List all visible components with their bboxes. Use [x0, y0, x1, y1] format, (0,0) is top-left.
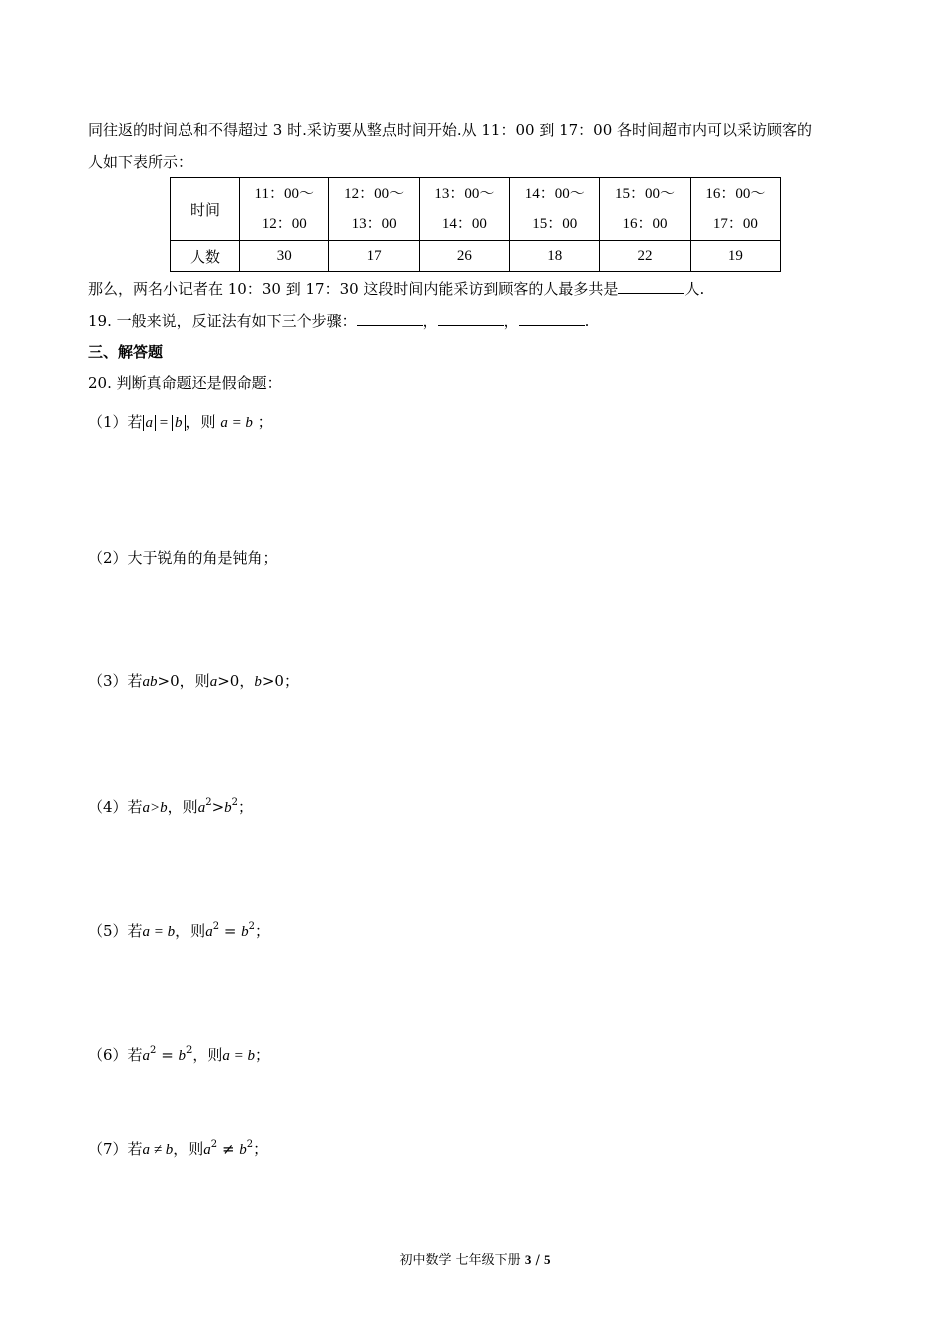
- end-punct: ；: [283, 672, 299, 690]
- end-punct: ；: [255, 1046, 271, 1064]
- footer-page-number: 3: [524, 1252, 532, 1267]
- var-a: a: [142, 1048, 151, 1064]
- q19-text: 19. 一般来说，反证法有如下三个步骤：: [88, 312, 357, 330]
- part-label: （6）若: [88, 1046, 143, 1064]
- table-header-count: 人数: [171, 241, 240, 272]
- q19: [88, 311, 589, 331]
- not-equal-sign: ≠: [217, 1140, 240, 1158]
- q18-text: 那么，两名小记者在 10：30 到 17：30 这段时间内能采访到顾客的人最多共是: [88, 280, 619, 298]
- part-label: （1）若: [88, 413, 143, 431]
- end-punct: ；: [257, 413, 273, 431]
- table-cell-time: [600, 178, 690, 241]
- comma: ，: [239, 672, 255, 690]
- time-end: 17：00: [712, 216, 758, 232]
- part-label: （4）若: [88, 798, 143, 816]
- table-cell-time: [690, 178, 780, 241]
- end-punct: ；: [253, 1140, 269, 1158]
- abs-a: a: [143, 415, 157, 431]
- then-text: ，则: [173, 1140, 204, 1158]
- time-end: 16：00: [622, 216, 668, 232]
- gt-zero: >0: [157, 672, 180, 690]
- expr-ab: ab: [142, 674, 158, 690]
- answer-blank[interactable]: [618, 279, 684, 294]
- then-text: ，则: [175, 922, 206, 940]
- exponent: 2: [246, 1139, 254, 1150]
- part-label: （5）若: [88, 922, 143, 940]
- equals-sign: =: [219, 922, 242, 940]
- answer-blank-3[interactable]: [519, 311, 585, 326]
- q20-part-5: [88, 921, 270, 942]
- table-cell-count: 30: [240, 241, 329, 272]
- table-cell-time: [329, 178, 419, 241]
- table-cell-count: 18: [510, 241, 600, 272]
- time-start: 13：00～: [434, 186, 495, 202]
- q20-part-3: [88, 671, 299, 692]
- time-end: 12：00: [261, 216, 307, 232]
- end-punct: ；: [255, 922, 271, 940]
- time-start: 14：00～: [524, 186, 585, 202]
- var-b: b: [241, 924, 249, 940]
- condition-expr: a = b: [142, 924, 176, 940]
- conclusion-expr: a = b: [220, 415, 253, 431]
- var-a: a: [197, 800, 206, 816]
- time-end: 14：00: [441, 216, 487, 232]
- time-start: 16：00～: [705, 186, 766, 202]
- var-a: a: [203, 1142, 211, 1158]
- table-cell-count: 22: [600, 241, 690, 272]
- table-cell-count: 19: [690, 241, 780, 272]
- gt-sign: >: [211, 798, 225, 816]
- time-start: 11：00～: [254, 186, 314, 202]
- then-text: ，则: [192, 1046, 223, 1064]
- time-end: 15：00: [532, 216, 578, 232]
- table-row-count: [171, 241, 781, 272]
- var-b: b: [178, 1048, 187, 1064]
- exponent: 2: [150, 1045, 157, 1056]
- table-cell-time: [510, 178, 600, 241]
- var-b: b: [254, 674, 262, 690]
- table-row-time: [171, 178, 781, 241]
- exponent: 2: [186, 1045, 193, 1056]
- q20-part-4: [88, 797, 253, 818]
- table-cell-time: [240, 178, 329, 241]
- q20-part-2: （2）大于锐角的角是钝角；: [88, 549, 278, 567]
- conclusion-expr: a = b: [222, 1048, 256, 1064]
- table-header-time: 时间: [171, 178, 240, 241]
- condition-expr: a>b: [142, 800, 168, 816]
- time-end: 13：00: [351, 216, 397, 232]
- q20-part-6: [88, 1045, 270, 1066]
- exponent: 2: [231, 797, 239, 808]
- schedule-table: [170, 177, 781, 272]
- answer-blank-2[interactable]: [438, 311, 504, 326]
- part-label: （3）若: [88, 672, 143, 690]
- then-text: ，则: [179, 672, 210, 690]
- section-heading: 三、解答题: [88, 343, 164, 361]
- then-text: ，则: [167, 798, 198, 816]
- q19-sep-2: ，: [503, 312, 519, 330]
- var-a: a: [209, 674, 218, 690]
- q20-stem: 20. 判断真命题还是假命题：: [88, 374, 282, 392]
- footer-page-total: 5: [543, 1252, 551, 1267]
- q19-sep-1: ，: [422, 312, 438, 330]
- time-start: 12：00～: [344, 186, 405, 202]
- answer-blank-1[interactable]: [357, 311, 423, 326]
- footer-sep: /: [531, 1253, 544, 1268]
- var-b: b: [239, 1142, 247, 1158]
- condition-expr: a ≠ b: [142, 1142, 174, 1158]
- q18-unit: 人.: [684, 280, 705, 298]
- end-punct: ；: [238, 798, 254, 816]
- exponent: 2: [212, 921, 220, 932]
- intro-line-2: 人如下表所示：: [88, 153, 194, 171]
- footer-course: 初中数学 七年级下册: [399, 1253, 521, 1268]
- exponent: 2: [210, 1139, 218, 1150]
- time-start: 15：00～: [615, 186, 676, 202]
- table-cell-count: 26: [419, 241, 509, 272]
- equals-sign: =: [159, 415, 169, 431]
- equals-sign: =: [156, 1046, 179, 1064]
- q18-conclusion: [88, 279, 704, 299]
- exponent: 2: [205, 797, 212, 808]
- page-footer: [0, 1249, 950, 1268]
- gt-zero: >0: [261, 672, 284, 690]
- part-label: （7）若: [88, 1140, 143, 1158]
- q20-part-7: [88, 1139, 268, 1160]
- var-b: b: [224, 800, 232, 816]
- intro-line-1: 同往返的时间总和不得超过 3 时.采访要从整点时间开始.从 11：00 到 17：00 各时间超市内可以采访顾客的: [88, 121, 813, 139]
- abs-b: b: [172, 415, 186, 431]
- then-text: ，则: [185, 413, 216, 431]
- table-cell-time: [419, 178, 509, 241]
- q20-part-1: [88, 412, 273, 433]
- q19-end: .: [584, 312, 590, 330]
- table-cell-count: 17: [329, 241, 419, 272]
- exponent: 2: [248, 921, 256, 932]
- gt-zero: >0: [217, 672, 240, 690]
- var-a: a: [205, 924, 213, 940]
